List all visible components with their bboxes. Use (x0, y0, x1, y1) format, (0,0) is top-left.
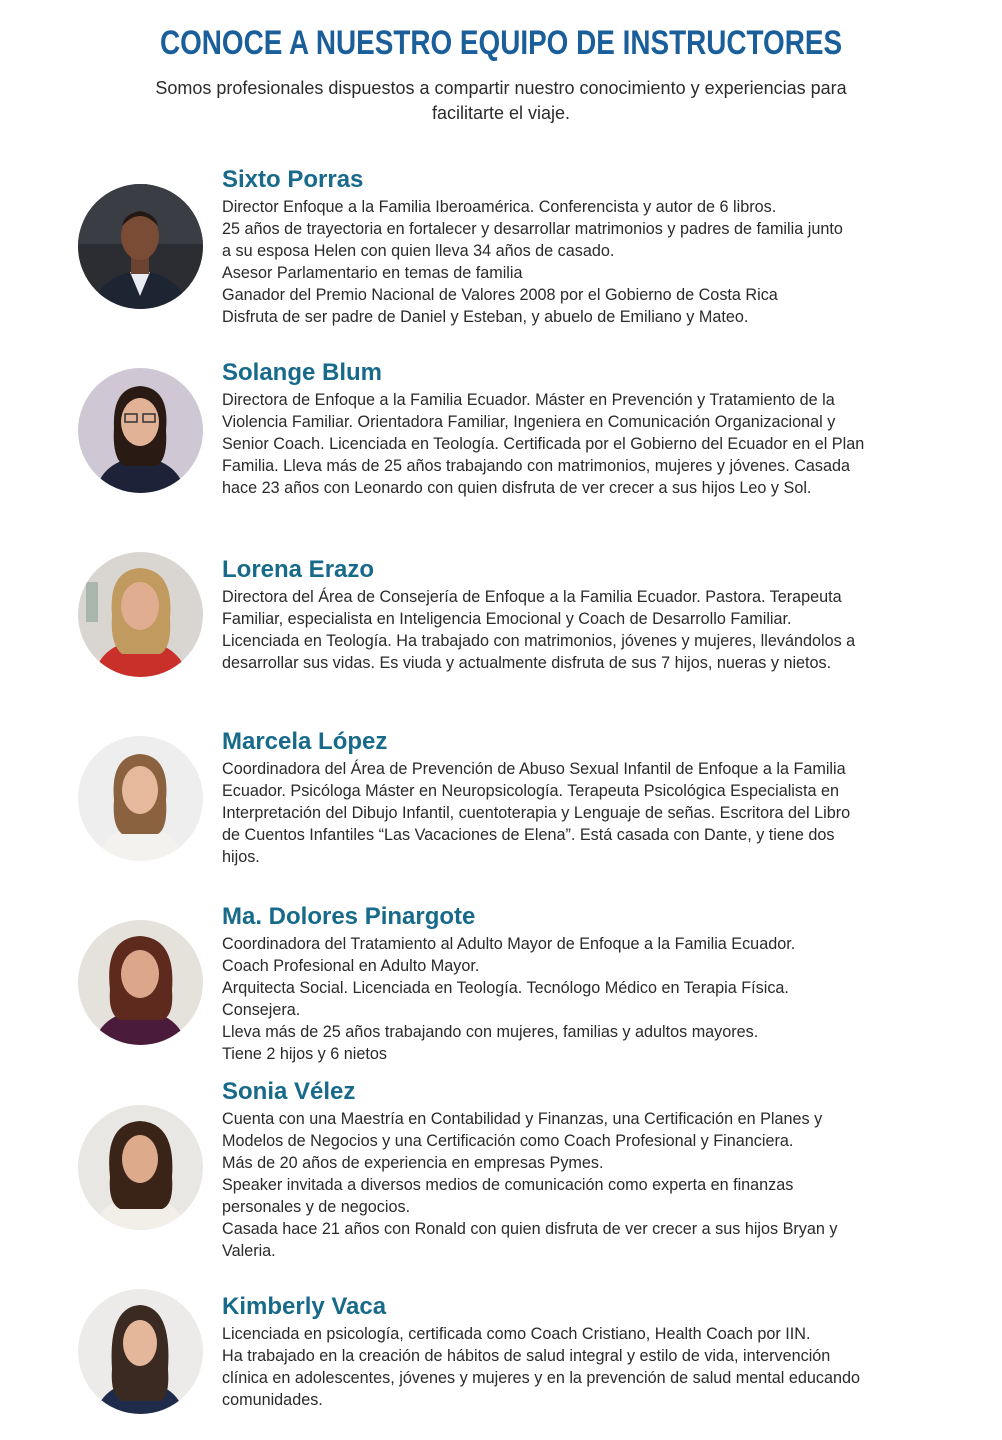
bio-line: Violencia Familiar. Orientadora Familiar, Ingeniera en Comunicación Organizacional y (222, 413, 836, 431)
bio-line: Coordinadora del Área de Prevención de Abuso Sexual Infantil de Enfoque a la Familia (222, 760, 846, 778)
bio-line: Tiene 2 hijos y 6 nietos (222, 1045, 387, 1063)
instructor-bio (222, 389, 927, 499)
instructor-bio (222, 758, 927, 868)
bio-line: Ha trabajado en la creación de hábitos de salud integral y estilo de vida, intervención (222, 1347, 831, 1365)
portrait-photo (78, 736, 203, 861)
bio-line: Director Enfoque a la Familia Iberoamérica. Conferencista y autor de 6 libros. (222, 198, 777, 216)
bio-line: Licenciada en Teología. Ha trabajado con matrimonios, jóvenes y mujeres, llevándolos a (222, 632, 856, 650)
instructor-bio (222, 933, 927, 1065)
instructor-bio (222, 586, 927, 674)
avatar (78, 920, 203, 1045)
instructor-name: Kimberly Vaca (222, 1293, 387, 1320)
avatar (78, 552, 203, 677)
portrait-photo (78, 1289, 203, 1414)
bio-line: Senior Coach. Licenciada en Teología. Certificada por el Gobierno del Ecuador en el Plan (222, 435, 865, 453)
bio-line: Asesor Parlamentario en temas de familia (222, 264, 523, 282)
instructor-bio (222, 1108, 927, 1262)
avatar (78, 368, 203, 493)
bio-line: de Cuentos Infantiles “Las Vacaciones de Elena”. Está casada con Dante, y tiene dos (222, 826, 835, 844)
bio-line: Licenciada en psicología, certificada como Coach Cristiano, Health Coach por IIN. (222, 1325, 811, 1343)
bio-line: desarrollar sus vidas. Es viuda y actualmente disfruta de sus 7 hijos, nueras y nietos. (222, 654, 832, 672)
bio-line: Coordinadora del Tratamiento al Adulto Mayor de Enfoque a la Familia Ecuador. (222, 935, 796, 953)
portrait-photo (78, 184, 203, 309)
bio-line: Familia. Lleva más de 25 años trabajando con matrimonios, mujeres y jóvenes. Casada (222, 457, 851, 475)
portrait-photo (78, 552, 203, 677)
bio-line: Casada hace 21 años con Ronald con quien disfruta de ver crecer a sus hijos Bryan y (222, 1220, 838, 1238)
bio-line: clínica en adolescentes, jóvenes y mujeres y en la prevención de salud mental educando (222, 1369, 860, 1387)
instructor-name: Lorena Erazo (222, 556, 375, 583)
portrait-photo (78, 920, 203, 1045)
bio-line: comunidades. (222, 1391, 323, 1409)
bio-line: a su esposa Helen con quien lleva 34 años de casado. (222, 242, 615, 260)
instructor-bio (222, 196, 927, 328)
bio-line: Lleva más de 25 años trabajando con mujeres, familias y adultos mayores. (222, 1023, 759, 1041)
avatar (78, 184, 203, 309)
bio-line: Consejera. (222, 1001, 301, 1019)
bio-line: hijos. (222, 848, 260, 866)
bio-line: Directora de Enfoque a la Familia Ecuador. Máster en Prevención y Tratamiento de la (222, 391, 835, 409)
bio-line: hace 23 años con Leonardo con quien disfruta de ver crecer a sus hijos Leo y Sol. (222, 479, 812, 497)
instructor-name: Solange Blum (222, 359, 383, 386)
instructor-name: Marcela López (222, 728, 388, 755)
avatar (78, 1289, 203, 1414)
bio-line: Ganador del Premio Nacional de Valores 2008 por el Gobierno de Costa Rica (222, 286, 778, 304)
avatar (78, 736, 203, 861)
bio-line: Directora del Área de Consejería de Enfoque a la Familia Ecuador. Pastora. Terapeuta (222, 588, 842, 606)
bio-line: Ecuador. Psicóloga Máster en Neuropsicología. Terapeuta Psicológica Especialista en (222, 782, 839, 800)
instructor-name: Ma. Dolores Pinargote (222, 903, 476, 930)
bio-line: Familiar, especialista en Inteligencia Emocional y Coach de Desarrollo Familiar. (222, 610, 792, 628)
bio-line: Speaker invitada a diversos medios de comunicación como experta en finanzas (222, 1176, 794, 1194)
bio-line: personales y de negocios. (222, 1198, 411, 1216)
subtitle-line: Somos profesionales dispuestos a compartir nuestro conocimiento y experiencias para (155, 78, 847, 98)
bio-line: Coach Profesional en Adulto Mayor. (222, 957, 480, 975)
bio-line: Arquitecta Social. Licenciada en Teología. Tecnólogo Médico en Terapia Física. (222, 979, 789, 997)
bio-line: Valeria. (222, 1242, 276, 1260)
bio-line: Más de 20 años de experiencia en empresas Pymes. (222, 1154, 604, 1172)
portrait-photo (78, 368, 203, 493)
bio-line: 25 años de trayectoria en fortalecer y desarrollar matrimonios y padres de familia junto (222, 220, 843, 238)
instructor-name: Sonia Vélez (222, 1078, 356, 1105)
subtitle-line: facilitarte el viaje. (431, 103, 571, 123)
instructor-name: Sixto Porras (222, 166, 364, 193)
instructor-bio (222, 1323, 927, 1411)
avatar (78, 1105, 203, 1230)
bio-line: Modelos de Negocios y una Certificación como Coach Profesional y Financiera. (222, 1132, 794, 1150)
bio-line: Disfruta de ser padre de Daniel y Esteban, y abuelo de Emiliano y Mateo. (222, 308, 749, 326)
page-title: CONOCE A NUESTRO EQUIPO DE INSTRUCTORES (159, 24, 843, 62)
bio-line: Cuenta con una Maestría en Contabilidad y Finanzas, una Certificación en Planes y (222, 1110, 823, 1128)
bio-line: Interpretación del Dibujo Infantil, cuentoterapia y Lenguaje de señas. Escritora del Libro (222, 804, 851, 822)
page-subtitle (100, 76, 902, 126)
portrait-photo (78, 1105, 203, 1230)
